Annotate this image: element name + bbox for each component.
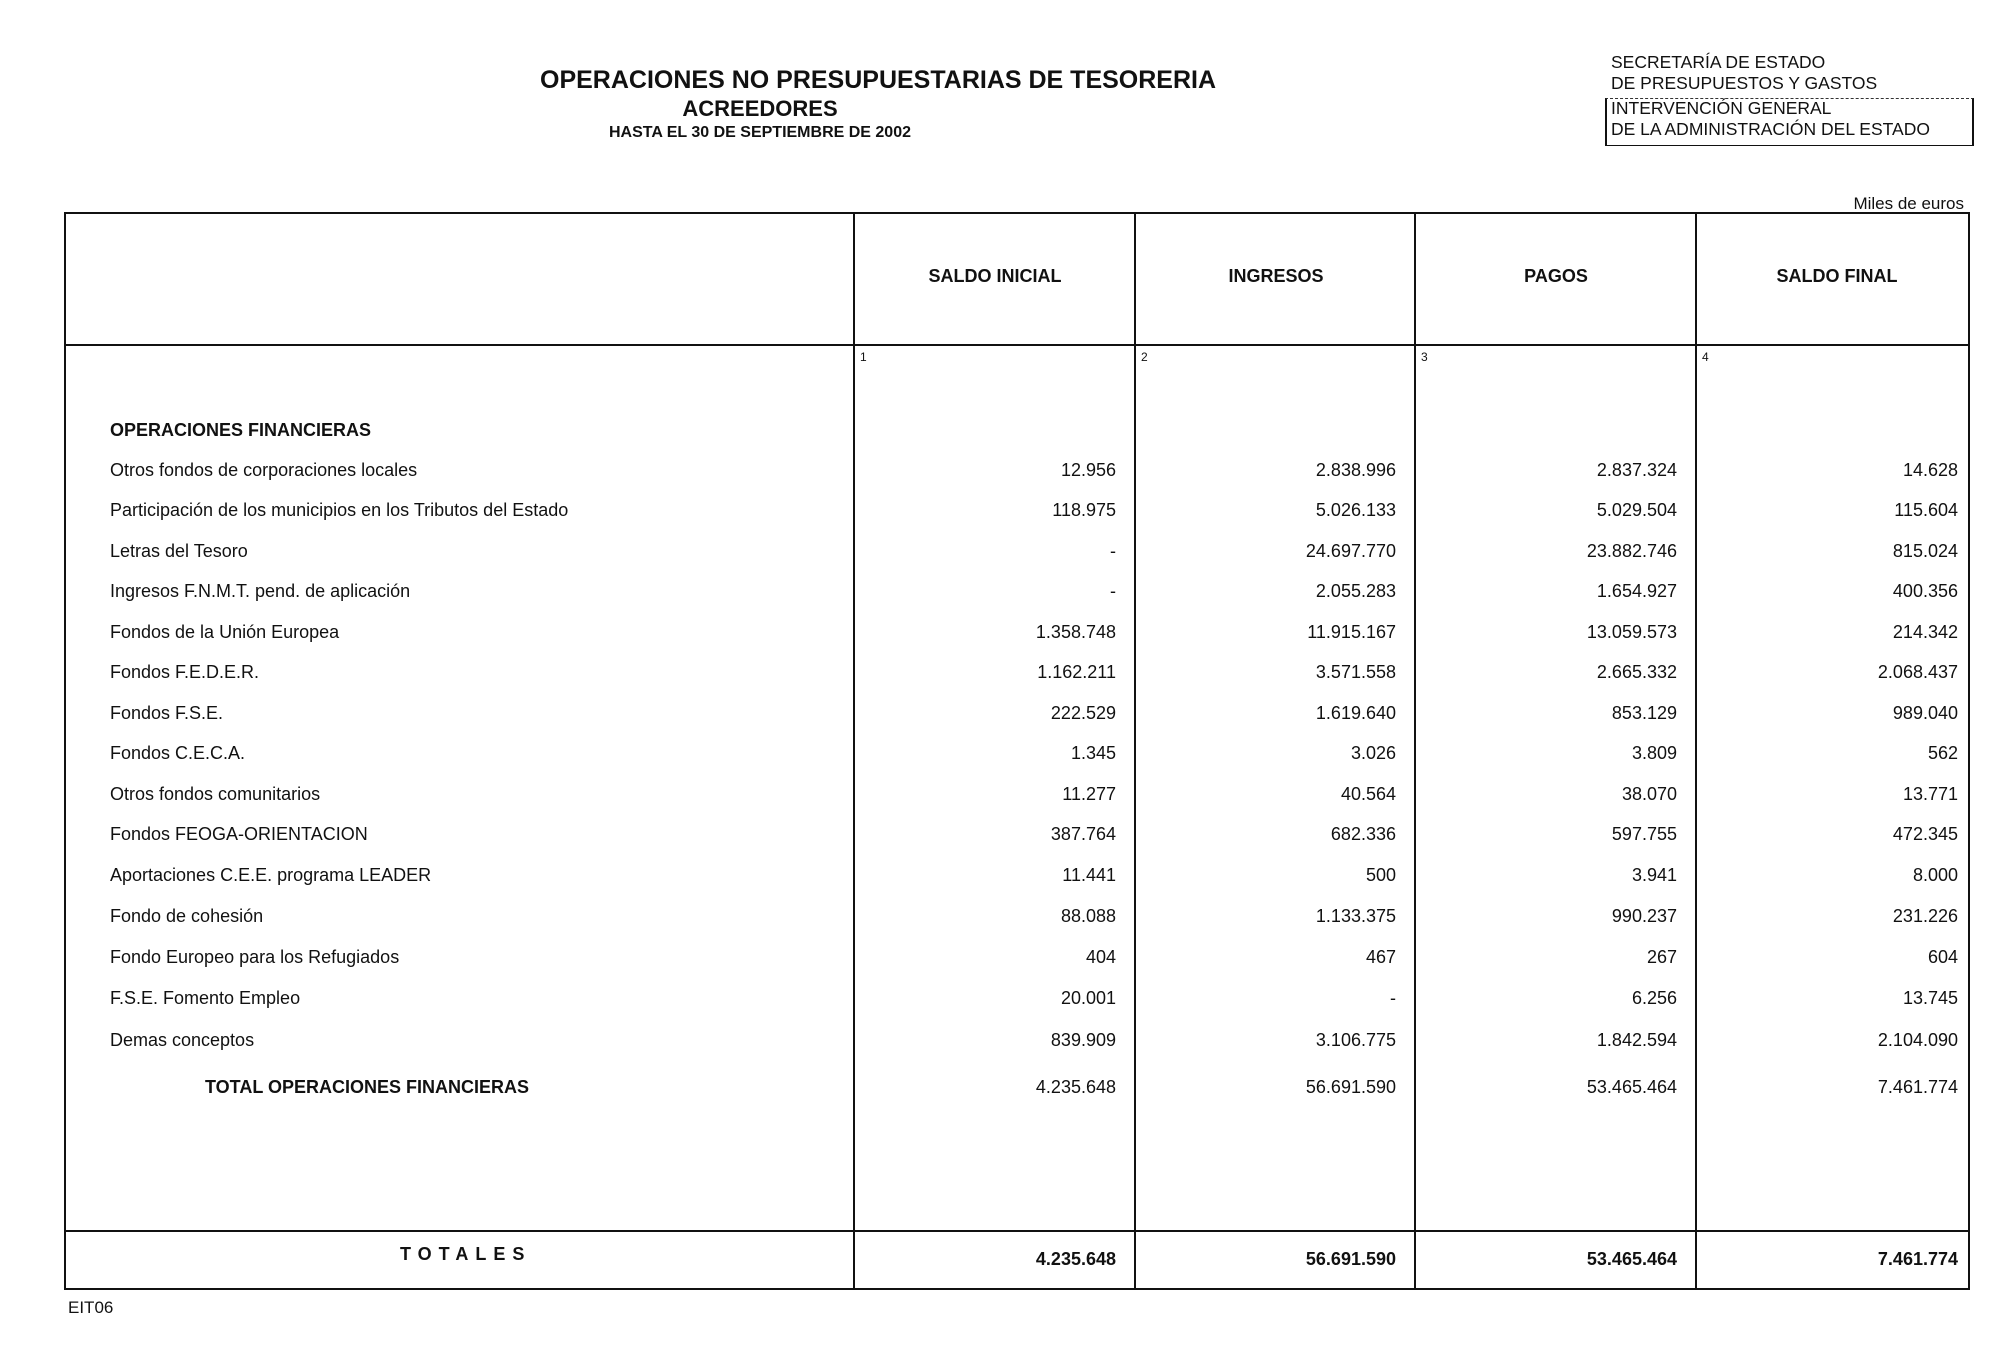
row-value: 115.604 [1894,500,1958,520]
row-value: 13.771 [1902,784,1958,804]
row-label: Fondo Europeo para los Refugiados [110,947,400,967]
row-label: Fondo de cohesión [110,906,264,926]
column-number: 2 [1141,350,1148,364]
row-label: Letras del Tesoro [110,541,248,561]
row-value: 1.162.211 [1037,662,1116,682]
section-total-value: 4.235.648 [1035,1077,1116,1097]
row-value: 597.755 [1611,824,1677,844]
row-value: 14.628 [1902,460,1958,480]
grand-total-label: TOTALES [400,1244,532,1264]
row-value: 11.915.167 [1307,622,1396,642]
row-label: Fondos F.S.E. [110,703,224,723]
row-value: 2.837.324 [1596,460,1677,480]
row-label: Aportaciones C.E.E. programa LEADER [110,865,432,885]
row-label: Demas conceptos [110,1030,255,1050]
row-value: 40.564 [1340,784,1396,804]
agency-line-1: SECRETARÍA DE ESTADO [1611,52,1826,72]
column-number: 1 [860,350,867,364]
row-value: 88.088 [1060,906,1116,926]
column-header-saldo-final: SALDO FINAL [1776,266,1898,286]
row-value: 989.040 [1892,703,1958,723]
row-value: 1.619.640 [1315,703,1396,723]
grand-total-value: 7.461.774 [1877,1249,1958,1269]
row-value: 604 [1927,947,1958,967]
header-divider [64,344,1970,346]
row-value: 23.882.746 [1586,541,1677,561]
section-total-value: 56.691.590 [1305,1077,1396,1097]
row-value: 990.237 [1611,906,1677,926]
row-value: 3.026 [1350,743,1396,763]
row-value: 1.133.375 [1315,906,1396,926]
row-value: 400.356 [1892,581,1958,601]
row-label: Fondos de la Unión Europea [110,622,340,642]
row-value: 853.129 [1611,703,1677,723]
row-value: 3.809 [1631,743,1677,763]
row-value: - [1390,988,1396,1008]
section-total-label: TOTAL OPERACIONES FINANCIERAS [205,1077,530,1097]
row-value: 2.068.437 [1877,662,1958,682]
row-value: 118.975 [1052,500,1116,520]
row-label: F.S.E. Fomento Empleo [110,988,301,1008]
row-label: Otros fondos comunitarios [110,784,321,804]
row-value: 2.665.332 [1596,662,1677,682]
agency-line-4: DE LA ADMINISTRACIÓN DEL ESTADO [1611,119,1930,139]
row-value: 682.336 [1330,824,1396,844]
form-code: EIT06 [68,1298,114,1317]
totals-divider [64,1230,1970,1232]
column-header-saldo-inicial: SALDO INICIAL [928,266,1062,286]
column-number: 3 [1421,350,1428,364]
row-value: 1.654.927 [1596,581,1677,601]
row-value: 231.226 [1892,906,1958,926]
document-subtitle: ACREEDORES [682,96,838,121]
row-value: 1.358.748 [1035,622,1116,642]
section-total-value: 53.465.464 [1586,1077,1677,1097]
row-label: Ingresos F.N.M.T. pend. de aplicación [110,581,411,601]
row-value: 222.529 [1050,703,1116,723]
row-value: 3.106.775 [1315,1030,1396,1050]
row-label: Fondos F.E.D.E.R. [110,662,260,682]
column-divider [1414,212,1416,1290]
row-value: 472.345 [1892,824,1958,844]
units-label: Miles de euros [1853,194,1964,213]
row-value: 5.029.504 [1596,500,1677,520]
row-value: 12.956 [1060,460,1116,480]
agency-block [1611,52,1930,140]
row-value: - [1110,541,1116,561]
column-divider [853,212,855,1290]
row-value: 839.909 [1050,1030,1116,1050]
document-title: OPERACIONES NO PRESUPUESTARIAS DE TESORERIA [540,66,1217,94]
row-value: 13.745 [1902,988,1958,1008]
row-value: 500 [1365,865,1396,885]
section-title: OPERACIONES FINANCIERAS [110,420,372,440]
section-total-value: 7.461.774 [1877,1077,1958,1097]
row-value: 267 [1646,947,1677,967]
row-label: Fondos FEOGA-ORIENTACION [110,824,368,844]
row-value: 214.342 [1892,622,1958,642]
row-value: 5.026.133 [1315,500,1396,520]
row-label: Otros fondos de corporaciones locales [110,460,418,480]
row-label: Fondos C.E.C.A. [110,743,246,763]
column-divider [1695,212,1697,1290]
row-value: 467 [1365,947,1396,967]
row-value: 11.441 [1062,865,1116,885]
column-header-ingresos: INGRESOS [1228,266,1324,286]
grand-total-value: 53.465.464 [1586,1249,1677,1269]
row-value: 815.024 [1892,541,1958,561]
row-value: 387.764 [1050,824,1116,844]
row-value: 3.571.558 [1315,662,1396,682]
grand-total-value: 56.691.590 [1305,1249,1396,1269]
agency-line-3: INTERVENCIÓN GENERAL [1611,98,1832,118]
row-value: 404 [1085,947,1116,967]
row-label: Participación de los municipios en los Tributos del Estado [110,500,569,520]
document-date: HASTA EL 30 DE SEPTIEMBRE DE 2002 [608,124,911,141]
row-value: 562 [1927,743,1958,763]
row-value: 3.941 [1631,865,1677,885]
row-value: 38.070 [1621,784,1677,804]
agency-line-2: DE PRESUPUESTOS Y GASTOS [1611,73,1878,93]
row-value: - [1110,581,1116,601]
column-header-pagos: PAGOS [1524,266,1588,286]
column-divider [1134,212,1136,1290]
row-value: 8.000 [1912,865,1958,885]
row-value: 2.055.283 [1315,581,1396,601]
row-value: 11.277 [1062,784,1116,804]
row-value: 20.001 [1060,988,1116,1008]
row-value: 24.697.770 [1305,541,1396,561]
grand-total-value: 4.235.648 [1035,1249,1116,1269]
column-number: 4 [1702,350,1709,364]
row-value: 1.842.594 [1596,1030,1677,1050]
row-value: 1.345 [1070,743,1116,763]
row-value: 2.104.090 [1877,1030,1958,1050]
row-value: 2.838.996 [1315,460,1396,480]
row-value: 13.059.573 [1586,622,1677,642]
row-value: 6.256 [1631,988,1677,1008]
